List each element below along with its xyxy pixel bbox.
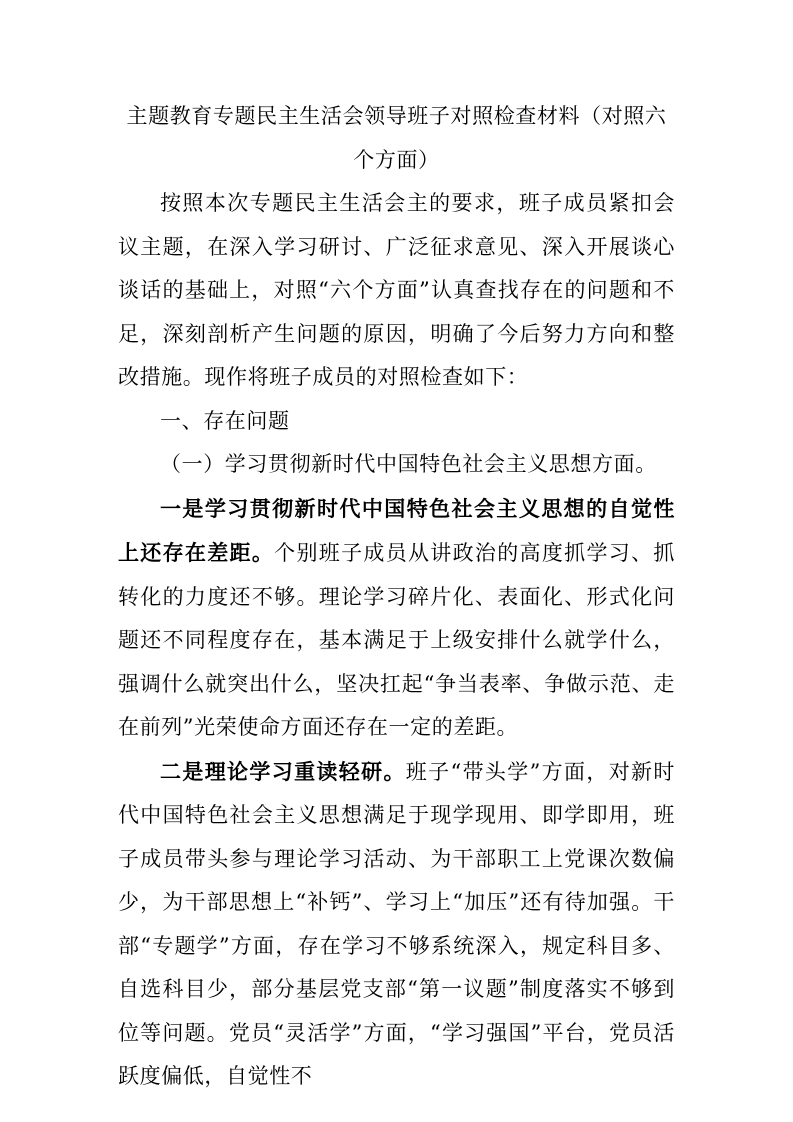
document-title: 主题教育专题民主生活会领导班子对照检查材料（对照六个方面） [126,104,667,172]
point-2-paragraph [118,750,675,1099]
point-2-body: 班子“带头学”方面，对新时代中国特色社会主义思想满足于现学现用、即学即用，班子成员带头参与理论学习活动、为干部职工上党课次数偏少，为干部思想上“补钙”、学习上“加压”还有待加强。干部“专题学”方面，存在学习不够系统深入，规定科目多、自选科目少，部分基层党支部“第一议题”制度落实不够到位等问题。党员“灵活学”方面，“学习强国”平台，党员活跃度偏低，自觉性不 [118,759,675,1088]
point-1-lead: 一是学习贯彻新时代中国特色社会主义思想的自觉性上还存在差距。 [118,495,675,565]
document-body [118,95,675,1099]
point-1-paragraph [118,487,675,750]
point-2-lead: 二是理论学习重读轻研。 [160,758,406,784]
section-heading-problems: 一、存在问题 [160,408,290,433]
intro-paragraph: 按照本次专题民主生活会主的要求，班子成员紧扣会议主题，在深入学习研讨、广泛征求意见、深入开展谈心谈话的基础上，对照“六个方面”认真查找存在的问题和不足，深刻剖析产生问题的原因，明确了今后努力方向和整改措施。现作将班子成员的对照检查如下： [118,191,675,389]
subsection-heading-study: （一）学习贯彻新时代中国特色社会主义思想方面。 [160,452,657,476]
point-1-body: 个别班子成员从讲政治的高度抓学习、抓转化的力度还不够。理论学习碎片化、表面化、形式化问题还不同程度存在，基本满足于上级安排什么就学什么，强调什么就突出什么，坚决扛起“争当表率、争做示范、走在前列”光荣使命方面还存在一定的差距。 [118,541,675,739]
